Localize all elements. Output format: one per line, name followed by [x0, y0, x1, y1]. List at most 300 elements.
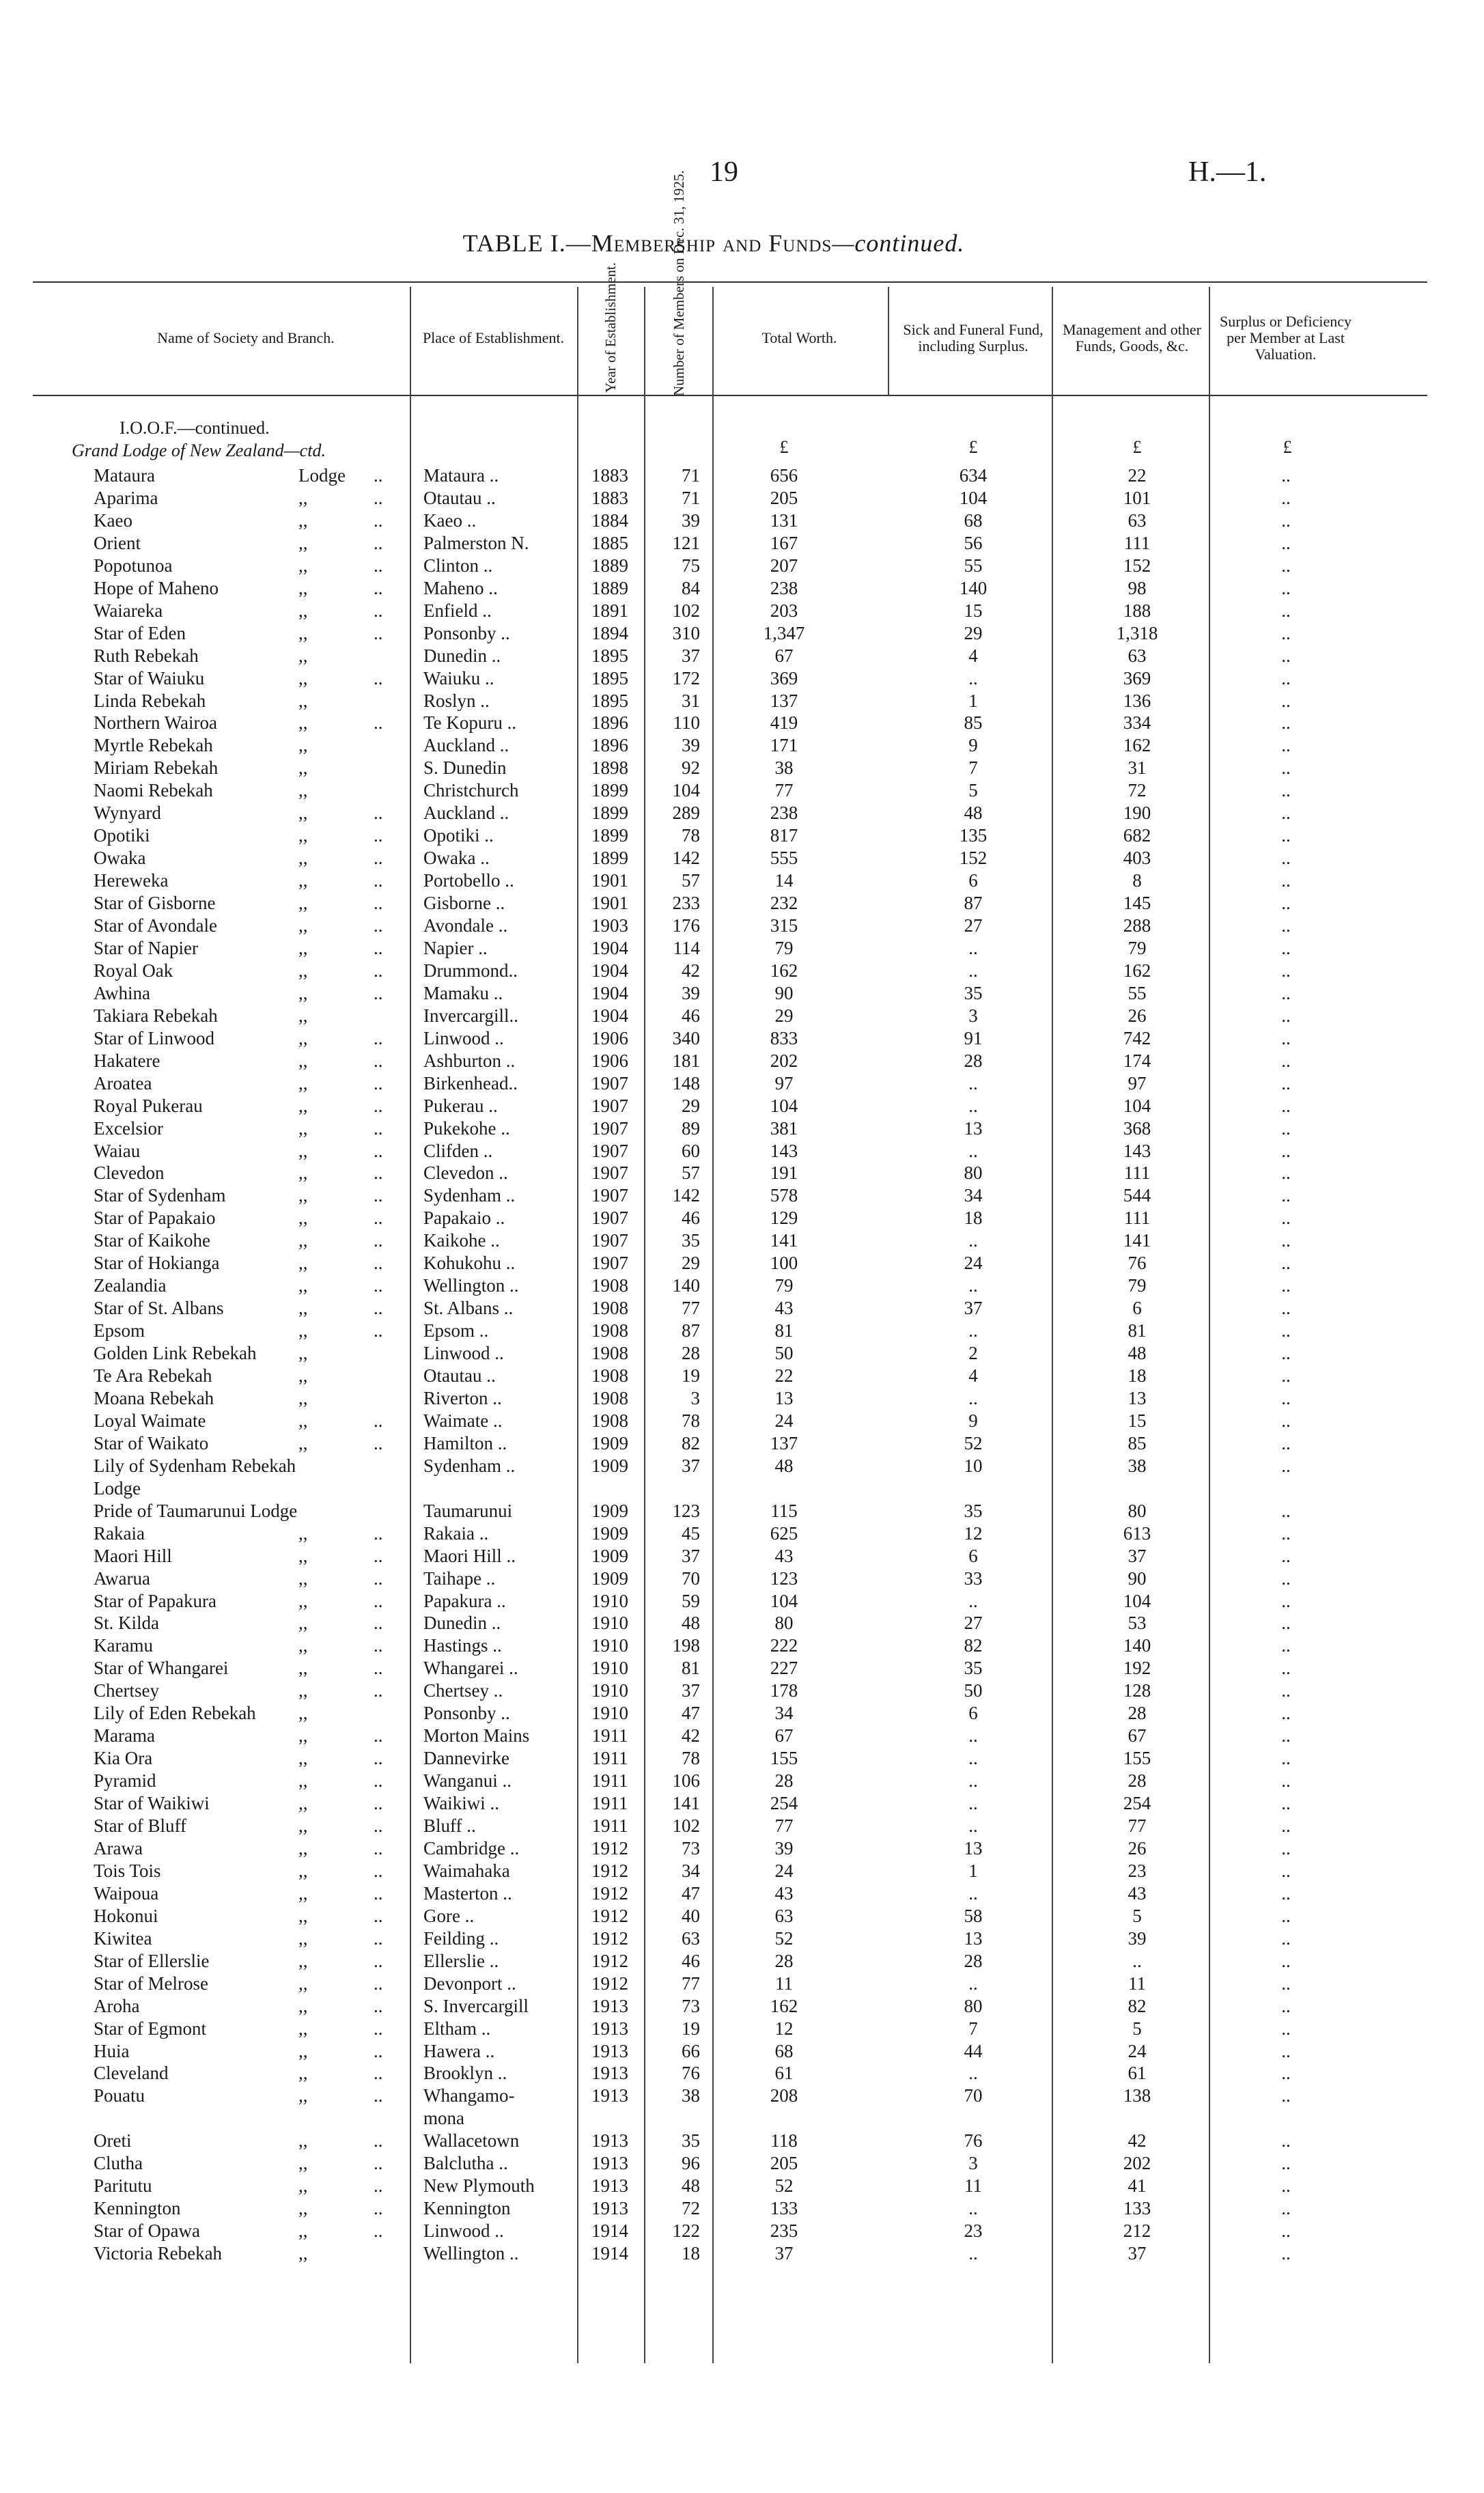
management-fund: 1,318	[1116, 622, 1158, 643]
lodge-marker: ,,	[298, 1568, 308, 1589]
branch-name: Clutha ,, ..	[94, 2153, 383, 2174]
total-worth: 203	[770, 600, 798, 621]
branch-name: Takiara Rebekah ,,	[94, 1005, 308, 1026]
leader-dots: ..	[374, 1410, 383, 1431]
surplus: ..	[1281, 2063, 1291, 2084]
lodge-marker: ,,	[298, 1253, 308, 1274]
table-row	[0, 1770, 1484, 1792]
management-fund: 90	[1128, 1568, 1147, 1589]
year: 1907	[591, 1253, 628, 1274]
management-fund: 11	[1128, 1973, 1146, 1994]
management-fund: 79	[1128, 1275, 1147, 1296]
year: 1908	[591, 1365, 628, 1386]
branch-name: Kennington ,, ..	[94, 2198, 383, 2219]
sick-fund: ..	[968, 1973, 978, 1994]
place: Wellington ..	[423, 1275, 519, 1296]
management-fund: 6	[1132, 1298, 1142, 1319]
members: 181	[672, 1050, 700, 1071]
table-row	[0, 2107, 1484, 2130]
total-worth: 137	[770, 1432, 798, 1453]
sick-fund: ..	[968, 1275, 978, 1296]
management-fund: 111	[1123, 1208, 1151, 1229]
surplus: ..	[1281, 1027, 1291, 1048]
place: Gore ..	[423, 1905, 475, 1926]
sick-fund: 68	[964, 510, 983, 531]
total-worth: 123	[770, 1568, 798, 1589]
currency-symbol: £	[968, 437, 978, 457]
place: Cambridge ..	[423, 1837, 520, 1858]
members: 72	[682, 2198, 700, 2219]
management-fund: 63	[1128, 645, 1147, 666]
sick-fund: 634	[959, 465, 988, 486]
branch-name: Aroha ,, ..	[94, 1995, 383, 2016]
leader-dots: ..	[374, 1658, 383, 1679]
leader-dots: ..	[374, 2175, 383, 2197]
year: 1912	[591, 1905, 628, 1926]
surplus: ..	[1281, 1005, 1291, 1026]
table-row	[0, 1522, 1484, 1545]
place: Opotiki ..	[423, 825, 494, 846]
surplus: ..	[1281, 2085, 1291, 2106]
leader-dots: ..	[374, 1860, 383, 1881]
management-fund: 190	[1123, 803, 1151, 824]
lodge-marker: ,,	[298, 1590, 308, 1611]
leader-dots: ..	[374, 1072, 383, 1094]
branch-name: Royal Oak ,, ..	[94, 960, 383, 981]
leader-dots: ..	[374, 1635, 383, 1656]
place: Napier ..	[423, 937, 488, 958]
header-mgmt: Management and other Funds, Goods, &c.	[1063, 321, 1201, 354]
place: Whangarei ..	[423, 1658, 518, 1679]
sick-fund: 52	[964, 1432, 983, 1453]
surplus: ..	[1281, 937, 1291, 958]
leader-dots: ..	[374, 1927, 383, 1949]
year: 1906	[591, 1027, 628, 1048]
lodge-marker: ,,	[298, 1005, 308, 1026]
surplus: ..	[1281, 2040, 1291, 2061]
table-row	[0, 1050, 1484, 1072]
members: 37	[682, 645, 700, 666]
sick-fund: 13	[964, 1837, 983, 1858]
lodge-marker: ,,	[298, 1072, 308, 1094]
management-fund: 288	[1123, 915, 1151, 936]
leader-dots: ..	[374, 712, 383, 734]
lodge-marker: ,,	[298, 1185, 308, 1206]
management-fund: 37	[1128, 1545, 1147, 1566]
currency-symbol: £	[779, 437, 789, 457]
surplus: ..	[1281, 1095, 1291, 1116]
branch-name: Star of Melrose ,, ..	[94, 1973, 383, 1994]
surplus: ..	[1281, 1590, 1291, 1611]
sick-fund: 55	[964, 555, 983, 576]
place: Wallacetown	[423, 2130, 520, 2151]
lodge-marker: ,,	[298, 757, 308, 779]
branch-name: Kaeo ,, ..	[94, 510, 383, 531]
surplus: ..	[1281, 1343, 1291, 1364]
sick-fund: 35	[964, 982, 983, 1003]
members: 87	[682, 1320, 700, 1341]
branch-name: Mataura Lodge ..	[94, 465, 383, 486]
management-fund: 82	[1128, 1995, 1147, 2016]
table-row	[0, 1252, 1484, 1275]
year: 1912	[591, 1837, 628, 1858]
lodge-marker: ,,	[298, 937, 308, 958]
branch-name: Lodge	[94, 1477, 141, 1499]
lodge-marker: ,,	[298, 2175, 308, 2197]
branch-name: Tois Tois ,, ..	[94, 1860, 383, 1881]
table-row	[0, 1500, 1484, 1522]
members: 104	[672, 780, 700, 801]
place: Brooklyn ..	[423, 2063, 507, 2084]
table-row	[0, 847, 1484, 869]
place: Auckland ..	[423, 803, 509, 824]
surplus: ..	[1281, 2198, 1291, 2219]
year: 1891	[591, 600, 628, 621]
surplus: ..	[1281, 1927, 1291, 1949]
sick-fund: 11	[964, 2175, 982, 2197]
total-worth: 68	[774, 2040, 794, 2061]
members: 89	[682, 1117, 700, 1139]
place: Wanganui ..	[423, 1770, 512, 1792]
leader-dots: ..	[374, 465, 383, 486]
year: 1895	[591, 667, 628, 688]
lodge-marker: ,,	[298, 1140, 308, 1161]
members: 106	[672, 1770, 700, 1792]
members: 47	[682, 1703, 700, 1724]
lodge-marker: ,,	[298, 2220, 308, 2242]
sick-fund: 104	[959, 487, 988, 508]
branch-name: Moana Rebekah ,,	[94, 1387, 308, 1408]
management-fund: 61	[1128, 2063, 1147, 2084]
lodge-marker: ,,	[298, 2018, 308, 2039]
table-row	[0, 1568, 1484, 1590]
members: 34	[682, 1860, 700, 1881]
surplus: ..	[1281, 1658, 1291, 1679]
lodge-marker: ,,	[298, 1320, 308, 1341]
column-divider	[888, 287, 889, 396]
sick-fund: ..	[968, 1072, 978, 1094]
sick-fund: 18	[964, 1208, 983, 1229]
place: Epsom ..	[423, 1320, 489, 1341]
surplus: ..	[1281, 690, 1291, 711]
total-worth: 67	[774, 645, 794, 666]
sick-fund: 13	[964, 1927, 983, 1949]
leader-dots: ..	[374, 1770, 383, 1792]
table-row	[0, 645, 1484, 667]
management-fund: 39	[1128, 1927, 1147, 1949]
lodge-marker: ,,	[298, 1927, 308, 1949]
total-worth: 28	[774, 1770, 794, 1792]
sick-fund: 56	[964, 532, 983, 553]
year: 1901	[591, 893, 628, 914]
surplus: ..	[1281, 982, 1291, 1003]
management-fund: 403	[1123, 848, 1151, 869]
branch-name: Star of Waikato ,, ..	[94, 1432, 383, 1453]
leader-dots: ..	[374, 870, 383, 891]
surplus: ..	[1281, 780, 1291, 801]
table-row	[0, 1702, 1484, 1725]
sick-fund: 1	[968, 690, 978, 711]
sick-fund: ..	[968, 667, 978, 688]
leader-dots: ..	[374, 1095, 383, 1116]
members: 84	[682, 577, 700, 598]
surplus: ..	[1281, 1275, 1291, 1296]
branch-name: Huia ,, ..	[94, 2040, 383, 2061]
sick-fund: ..	[968, 1387, 978, 1408]
total-worth: 22	[774, 1365, 794, 1386]
branch-name: Kiwitea ,, ..	[94, 1927, 383, 1949]
surplus: ..	[1281, 2220, 1291, 2242]
year: 1908	[591, 1320, 628, 1341]
total-worth: 52	[774, 2175, 794, 2197]
branch-name: Opotiki ,, ..	[94, 825, 383, 846]
table-row	[0, 824, 1484, 847]
table-row	[0, 1612, 1484, 1634]
management-fund: 141	[1123, 1230, 1151, 1251]
management-fund: 145	[1123, 893, 1151, 914]
place: Christchurch	[423, 780, 519, 801]
branch-name: Paritutu ,, ..	[94, 2175, 383, 2197]
leader-dots: ..	[374, 2130, 383, 2151]
place: Linwood ..	[423, 2220, 504, 2242]
lodge-marker: ,,	[298, 555, 308, 576]
table-row	[0, 2085, 1484, 2107]
table-row	[0, 1837, 1484, 1860]
management-fund: 155	[1123, 1748, 1151, 1769]
management-fund: 5	[1132, 2018, 1142, 2039]
leader-dots: ..	[374, 555, 383, 576]
lodge-marker: ,,	[298, 1117, 308, 1139]
total-worth: 37	[774, 2243, 794, 2264]
total-worth: 77	[774, 1815, 794, 1836]
branch-name: Star of Opawa ,, ..	[94, 2220, 383, 2242]
place: Otautau ..	[423, 1365, 496, 1386]
sick-fund: 3	[968, 2153, 978, 2174]
table-title-suffix: —continued.	[832, 229, 965, 257]
members: 176	[672, 915, 700, 936]
year: 1912	[591, 1973, 628, 1994]
table-title	[0, 229, 1427, 257]
members: 37	[682, 1545, 700, 1566]
management-fund: 254	[1123, 1793, 1151, 1814]
members: 45	[682, 1522, 700, 1544]
total-worth: 238	[770, 577, 798, 598]
leader-dots: ..	[374, 803, 383, 824]
total-worth: 155	[770, 1748, 798, 1769]
sick-fund: 6	[968, 870, 978, 891]
year: 1913	[591, 2130, 628, 2151]
members: 75	[682, 555, 700, 576]
total-worth: 100	[770, 1253, 798, 1274]
leader-dots: ..	[374, 1590, 383, 1611]
management-fund: 55	[1128, 982, 1147, 1003]
year: 1899	[591, 848, 628, 869]
management-fund: 192	[1123, 1658, 1151, 1679]
year: 1903	[591, 915, 628, 936]
management-fund: 18	[1128, 1365, 1147, 1386]
members: 233	[672, 893, 700, 914]
leader-dots: ..	[374, 1432, 383, 1453]
leader-dots: ..	[374, 1230, 383, 1251]
place: Chertsey ..	[423, 1680, 503, 1701]
management-fund: 174	[1123, 1050, 1151, 1071]
management-fund: 5	[1132, 1905, 1142, 1926]
sick-fund: 5	[968, 780, 978, 801]
lodge-marker: ,,	[298, 735, 308, 756]
surplus: ..	[1281, 1230, 1291, 1251]
lodge-marker: ,,	[298, 848, 308, 869]
surplus: ..	[1281, 2130, 1291, 2151]
management-fund: 23	[1128, 1860, 1147, 1881]
table-row	[0, 2062, 1484, 2085]
sick-fund: 28	[964, 1050, 983, 1071]
table-row	[0, 1140, 1484, 1162]
place: Linwood ..	[423, 1027, 504, 1048]
surplus: ..	[1281, 1410, 1291, 1431]
year: 1913	[591, 2040, 628, 2061]
total-worth: 419	[770, 712, 798, 734]
place: Whangamo-	[423, 2085, 515, 2106]
year: 1883	[591, 487, 628, 508]
branch-name: Star of Papakura ,, ..	[94, 1590, 383, 1611]
lodge-marker: ,,	[298, 803, 308, 824]
surplus: ..	[1281, 1320, 1291, 1341]
branch-name: Myrtle Rebekah ,,	[94, 735, 308, 756]
members: 102	[672, 1815, 700, 1836]
management-fund: 138	[1123, 2085, 1151, 2106]
members: 140	[672, 1275, 700, 1296]
sick-fund: 80	[964, 1995, 983, 2016]
sick-fund: ..	[968, 1725, 978, 1746]
year: 1904	[591, 960, 628, 981]
leader-dots: ..	[374, 2085, 383, 2106]
place: S. Invercargill	[423, 1995, 529, 2016]
sick-fund: ..	[968, 2063, 978, 2084]
sick-fund: ..	[968, 1095, 978, 1116]
leader-dots: ..	[374, 622, 383, 643]
members: 47	[682, 1882, 700, 1904]
members: 70	[682, 1568, 700, 1589]
surplus: ..	[1281, 1568, 1291, 1589]
leader-dots: ..	[374, 960, 383, 981]
members: 39	[682, 510, 700, 531]
header-surplus: Surplus or Deficiency per Member at Last Valuation.	[1219, 313, 1352, 363]
place: Waimate ..	[423, 1410, 503, 1431]
leader-dots: ..	[374, 825, 383, 846]
branch-name: Cleveland ,, ..	[94, 2063, 383, 2084]
leader-dots: ..	[374, 1837, 383, 1858]
total-worth: 24	[774, 1860, 794, 1881]
header-year: Year of Establishment.	[602, 262, 619, 393]
place: Portobello ..	[423, 870, 514, 891]
place: Waimahaka	[423, 1860, 510, 1881]
surplus: ..	[1281, 2153, 1291, 2174]
surplus: ..	[1281, 1387, 1291, 1408]
total-worth: 80	[774, 1613, 794, 1634]
place: Dunedin ..	[423, 645, 501, 666]
lodge-marker: ,,	[298, 982, 308, 1003]
currency-symbol: £	[1283, 437, 1292, 457]
place: Kaikohe ..	[423, 1230, 500, 1251]
table-row	[0, 1634, 1484, 1657]
management-fund: 67	[1128, 1725, 1147, 1746]
year: 1910	[591, 1703, 628, 1724]
year: 1884	[591, 510, 628, 531]
year: 1899	[591, 780, 628, 801]
sick-fund: 27	[964, 915, 983, 936]
place: Balclutha ..	[423, 2153, 508, 2174]
lodge-marker: ,,	[298, 893, 308, 914]
branch-name: Orient ,, ..	[94, 532, 383, 553]
society-heading: I.O.O.F.—continued.	[120, 418, 270, 438]
surplus: ..	[1281, 1815, 1291, 1836]
members: 37	[682, 1455, 700, 1476]
surplus: ..	[1281, 1050, 1291, 1071]
branch-name: Miriam Rebekah ,,	[94, 757, 308, 779]
leader-dots: ..	[374, 2198, 383, 2219]
surplus: ..	[1281, 1725, 1291, 1746]
members: 289	[672, 803, 700, 824]
leader-dots: ..	[374, 1027, 383, 1048]
year: 1913	[591, 2085, 628, 2106]
branch-name: Excelsior ,, ..	[94, 1117, 383, 1139]
management-fund: 43	[1128, 1882, 1147, 1904]
surplus: ..	[1281, 1208, 1291, 1229]
members: 59	[682, 1590, 700, 1611]
leader-dots: ..	[374, 1613, 383, 1634]
branch-name: Hokonui ,, ..	[94, 1905, 383, 1926]
surplus: ..	[1281, 2175, 1291, 2197]
surplus: ..	[1281, 1432, 1291, 1453]
surplus: ..	[1281, 1793, 1291, 1814]
management-fund: 38	[1128, 1455, 1147, 1476]
sick-fund: ..	[968, 1320, 978, 1341]
sick-fund: 135	[959, 825, 988, 846]
year: 1904	[591, 982, 628, 1003]
management-fund: 202	[1123, 2153, 1151, 2174]
year: 1913	[591, 2153, 628, 2174]
leader-dots: ..	[374, 1298, 383, 1319]
branch-name: Lily of Eden Rebekah ,,	[94, 1703, 308, 1724]
year: 1910	[591, 1658, 628, 1679]
lodge-marker: ,,	[298, 1410, 308, 1431]
table-title-prefix: TABLE I.—	[462, 229, 591, 257]
leader-dots: ..	[374, 1185, 383, 1206]
total-worth: 63	[774, 1905, 794, 1926]
place: Wellington ..	[423, 2243, 519, 2264]
total-worth: 137	[770, 690, 798, 711]
total-worth: 178	[770, 1680, 798, 1701]
total-worth: 232	[770, 893, 798, 914]
management-fund: 81	[1128, 1320, 1147, 1341]
management-fund: 28	[1128, 1770, 1147, 1792]
sick-fund: ..	[968, 1140, 978, 1161]
total-worth: 67	[774, 1725, 794, 1746]
lodge-marker: ,,	[298, 1703, 308, 1724]
members: 148	[672, 1072, 700, 1094]
sick-fund: ..	[968, 1770, 978, 1792]
management-fund: 111	[1123, 1162, 1151, 1184]
members: 121	[672, 532, 700, 553]
year: 1904	[591, 1005, 628, 1026]
table-row	[0, 1455, 1484, 1477]
total-worth: 115	[770, 1500, 798, 1521]
total-worth: 118	[770, 2130, 798, 2151]
leader-dots: ..	[374, 487, 383, 508]
leader-dots: ..	[374, 915, 383, 936]
place: Auckland ..	[423, 735, 509, 756]
branch-name: Clevedon ,, ..	[94, 1162, 383, 1184]
